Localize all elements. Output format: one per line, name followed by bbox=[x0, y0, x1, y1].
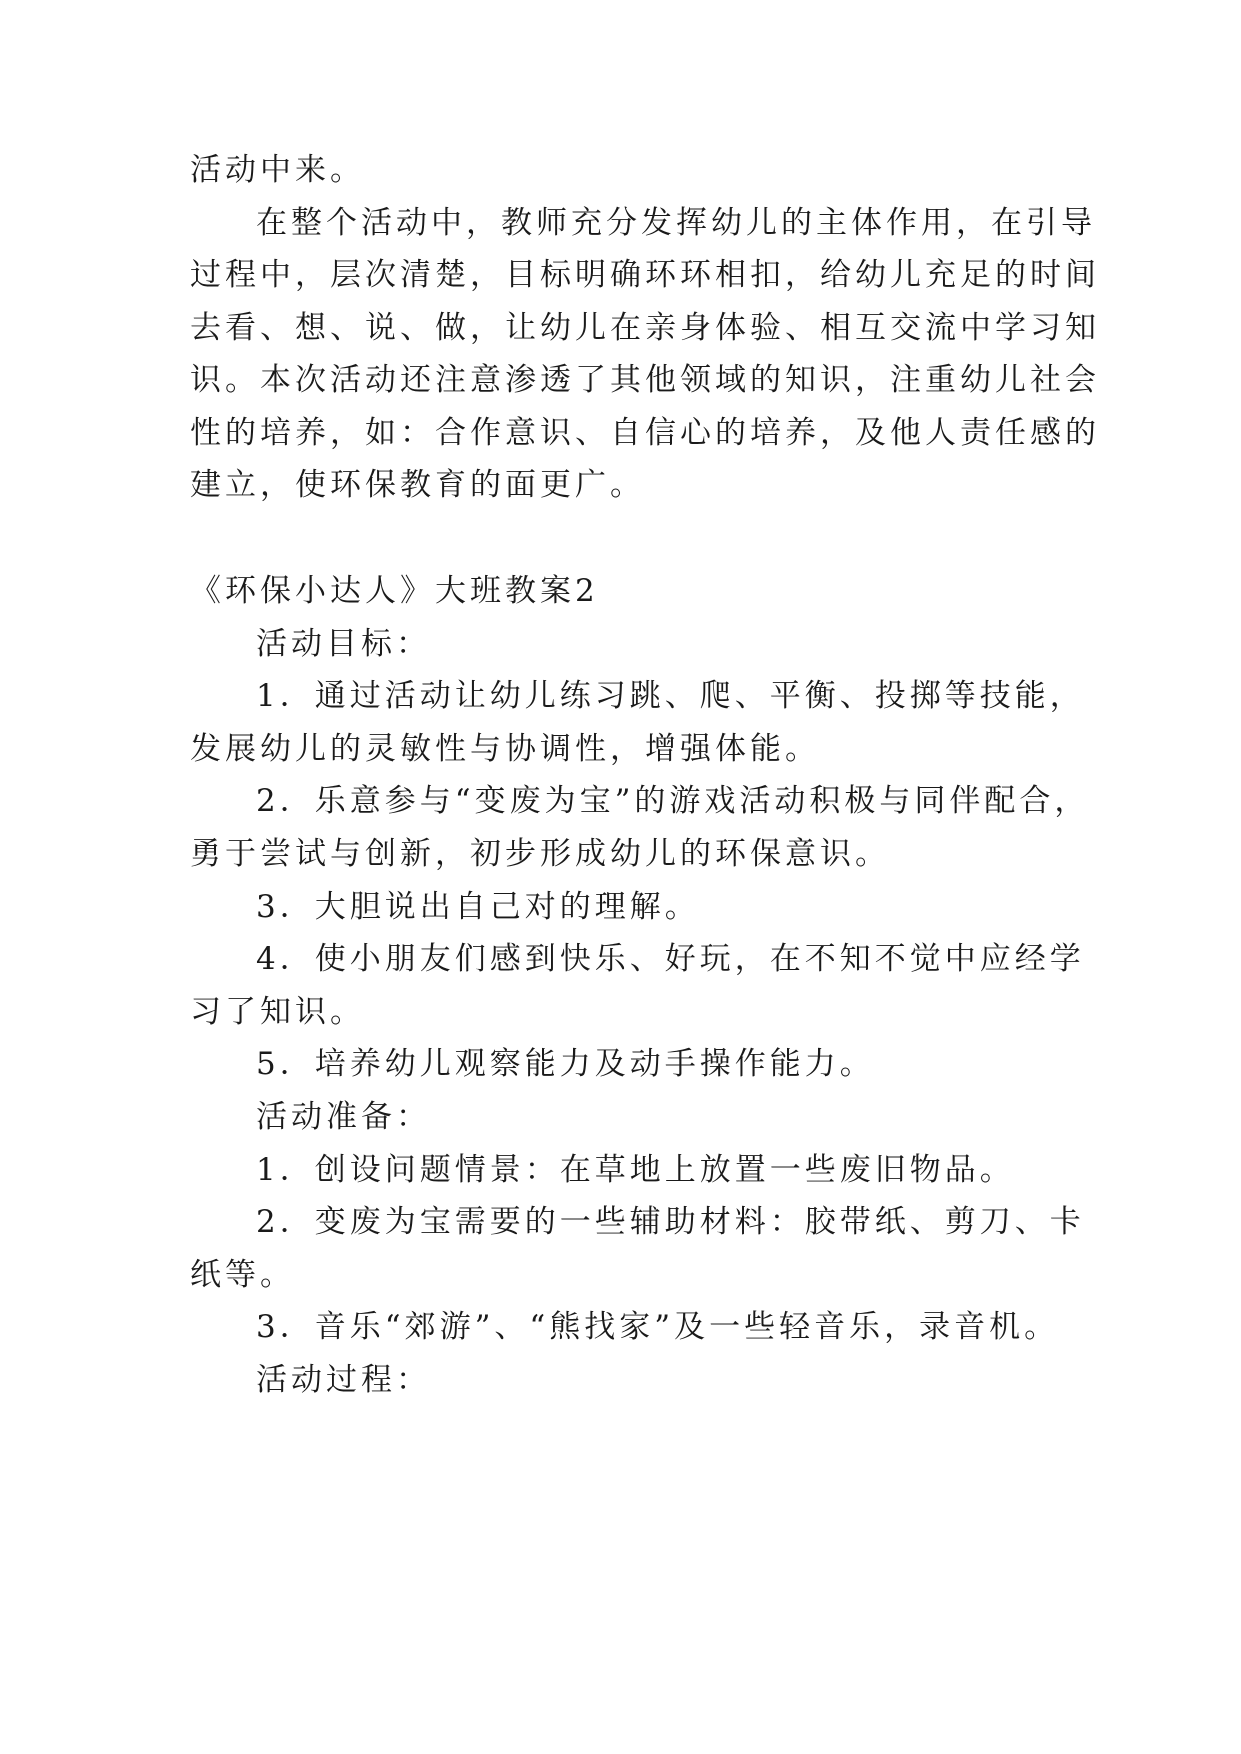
text-line: 活动中来。 bbox=[190, 152, 365, 188]
section-heading: 《环保小达人》大班教案2 bbox=[190, 573, 599, 609]
text-line: 去看、想、说、做，让幼儿在亲身体验、相互交流中学习知 bbox=[190, 310, 1100, 346]
text-line: 5．培养幼儿观察能力及动手操作能力。 bbox=[256, 1046, 875, 1082]
text-line: 性的培养，如：合作意识、自信心的培养，及他人责任感的 bbox=[190, 415, 1100, 451]
text-line: 习了知识。 bbox=[190, 994, 365, 1030]
text-line: 2．乐意参与“变废为宝”的游戏活动积极与同伴配合， bbox=[256, 783, 1090, 819]
text-line: 活动目标： bbox=[256, 626, 431, 662]
text-line: 活动准备： bbox=[256, 1099, 431, 1135]
text-line: 发展幼儿的灵敏性与协调性，增强体能。 bbox=[190, 731, 820, 767]
text-line: 纸等。 bbox=[190, 1257, 295, 1293]
text-line: 4．使小朋友们感到快乐、好玩，在不知不觉中应经学 bbox=[256, 941, 1085, 977]
text-line: 3．大胆说出自己对的理解。 bbox=[256, 889, 700, 925]
text-line: 识。本次活动还注意渗透了其他领域的知识，注重幼儿社会 bbox=[190, 362, 1100, 398]
text-line: 过程中，层次清楚，目标明确环环相扣，给幼儿充足的时间 bbox=[190, 257, 1100, 293]
text-line: 2．变废为宝需要的一些辅助材料：胶带纸、剪刀、卡 bbox=[256, 1204, 1085, 1240]
text-line: 3．音乐“郊游”、“熊找家”及一些轻音乐，录音机。 bbox=[256, 1309, 1060, 1345]
text-line: 活动过程： bbox=[256, 1362, 431, 1398]
text-line: 在整个活动中，教师充分发挥幼儿的主体作用，在引导 bbox=[256, 205, 1096, 241]
text-line: 1．创设问题情景：在草地上放置一些废旧物品。 bbox=[256, 1152, 1015, 1188]
text-line: 建立，使环保教育的面更广。 bbox=[190, 467, 645, 503]
text-line: 1．通过活动让幼儿练习跳、爬、平衡、投掷等技能， bbox=[256, 678, 1085, 714]
text-line: 勇于尝试与创新，初步形成幼儿的环保意识。 bbox=[190, 836, 890, 872]
